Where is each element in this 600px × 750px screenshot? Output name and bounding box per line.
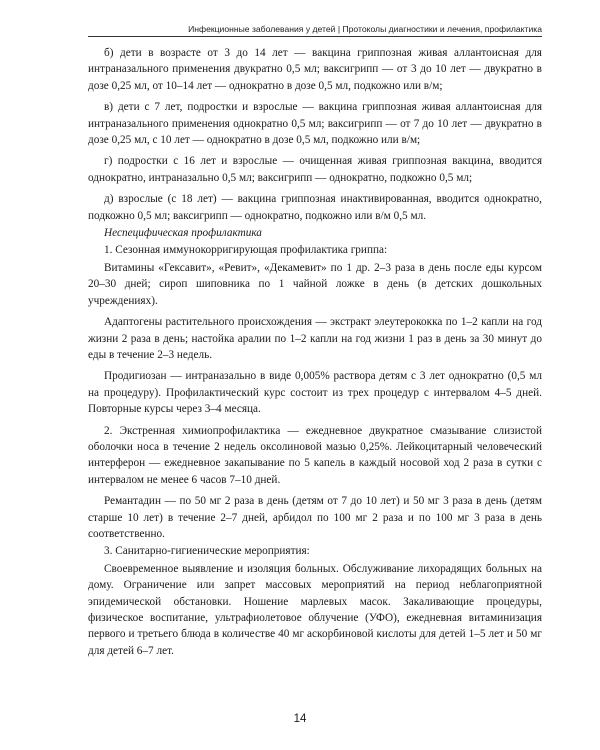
paragraph-vaccine-g: г) подростки с 16 лет и взрослые — очищенная живая гриппозная вакцина, вводится однократно, интраназально 0,5 мл; ваксигрипп — однократно, подкожно 0,5 мл; <box>88 155 542 184</box>
paragraph-vaccine-v: в) дети с 7 лет, подростки и взрослые — вакцина гриппозная живая аллантоисная для интраназального применения однократно 0,5 мл; ваксигрипп — от 7 до 10 лет — двукратно в дозе 0,25 мл, с 10 лет — однократно в дозе 0,5 мл, подкожно или в/м; <box>88 101 542 147</box>
section-heading-nonspecific: Неспецифическая профилактика <box>104 227 262 240</box>
paragraph-vaccine-b: б) дети в возрасте от 3 до 14 лет — вакцина гриппозная живая аллантоисная для интраназального применения двукратно 0,5 мл; ваксигрипп — от 3 до 10 лет — двукратно в дозе 0,25 мл, от 10–14 лет — однократно в дозе 0,5 мл, подкожно или в/м; <box>88 47 542 92</box>
page-body <box>88 45 542 664</box>
paragraph-sanitary-measures: Своевременное выявление и изоляция больных. Обслуживание лихорадящих больных на дому. Ограничение или запрет массовых мероприятий на период неблагоприятной эпидемической обстановки. Ношение марлевых масок. Закаливающие процедуры, физическое воспитание, ультрафиолетовое облучение (УФО), ежедневная витаминизация первого и третьего блюда в количестве 40 мг аскорбиновой кислоты для детей 1–5 лет и 50 мг для детей 6–7 лет. <box>88 562 542 657</box>
paragraph-seasonal: 1. Сезонная иммунокорригирующая профилактика гриппа: <box>104 244 388 257</box>
paragraph-vaccine-d: д) взрослые (с 18 лет) — вакцина гриппозная инактивированная, вводится однократно, подкожно 0,5 мл; ваксигрипп — однократно, подкожно или в/м 0,5 мл. <box>88 193 542 222</box>
paragraph-prodigiozan: Продигиозан — интраназально в виде 0,005% раствора детям с 3 лет однократно (0,5 мл на процедуру). Профилактический курс состоит из трех процедур с интервалом 4–5 дней. Повторные курсы через 3–4 месяца. <box>88 370 542 416</box>
running-header: Инфекционные заболевания у детей | Протоколы диагностики и лечения, профилактика <box>88 24 542 37</box>
paragraph-chemoprophylaxis: 2. Экстренная химиопрофилактика — ежедневное двукратное смазывание слизистой оболочки носа в течение 2 недель оксолиновой мазью 0,25%. Лейкоцитарный человеческий интерферон — ежедневное закапывание по 5 капель в каждый носовой ход 2 раза в сутки с интервалом не менее 6 часов 7–10 дней. <box>88 424 542 486</box>
paragraph-vitamins: Витамины «Гексавит», «Ревит», «Декамевит» по 1 др. 2–3 раза в день после еды курсом 20–30 дней; сироп шиповника по 1 чайной ложке в день (в детских дошкольных учреждениях). <box>88 261 542 307</box>
paragraph-sanitary-heading: 3. Санитарно-гигиенические мероприятия: <box>104 545 310 558</box>
paragraph-adaptogens: Адаптогены растительного происхождения — экстракт элеутерококка по 1–2 капли на год жизни 2 раза в день; настойка аралии по 1–2 капли на год жизни 1 раз в день за 30 минут до еды в течение 2–3 недель. <box>88 316 542 361</box>
page-number: 14 <box>293 713 307 725</box>
paragraph-remantadin: Ремантадин — по 50 мг 2 раза в день (детям от 7 до 10 лет) и 50 мг 3 раза в день (детям старше 10 лет) в течение 2–7 дней, арбидол по 100 мг 2 раза и по 100 мг 3 раза в день соответственно. <box>88 495 542 540</box>
